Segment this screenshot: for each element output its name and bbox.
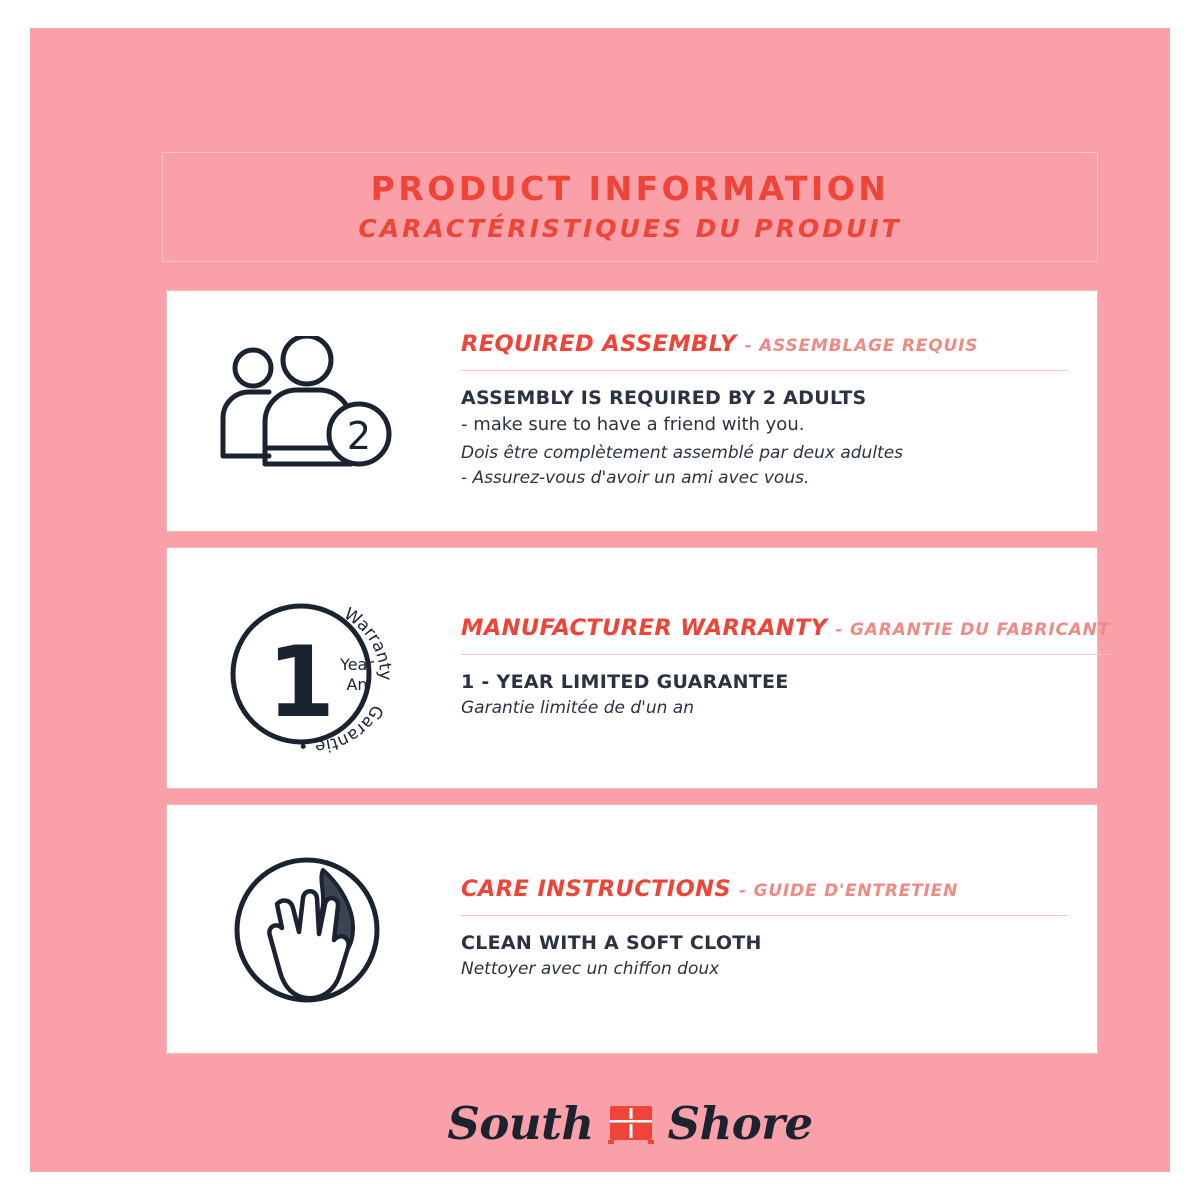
card-title-french: - ASSEMBLAGE REQUIS: [744, 336, 979, 357]
card-line: - Assurez-vous d'avoir un ami avec vous.: [461, 467, 810, 488]
warranty-badge-icon: [167, 548, 457, 788]
card-title: MANUFACTURER WARRANTY: [461, 615, 828, 642]
warranty-ring-bottom: Garantie •: [296, 700, 387, 756]
warranty-ring-top: Warranty: [339, 603, 395, 680]
card-heading-care-instructions: [461, 876, 1067, 902]
card-line: CLEAN WITH A SOFT CLOTH: [461, 932, 762, 955]
warranty-number: 1: [266, 625, 335, 740]
card-heading-manufacturer-warranty: [461, 615, 1110, 641]
assembly-people-count: 2: [346, 414, 372, 458]
card-line: Dois être complètement assemblé par deux adultes: [461, 443, 904, 464]
card-body-manufacturer-warranty: [457, 615, 1140, 720]
header-box: [162, 152, 1098, 262]
card-title: REQUIRED ASSEMBLY: [461, 331, 737, 358]
card-manufacturer-warranty: [166, 547, 1111, 789]
card-title-french: - GUIDE D'ENTRETIEN: [739, 881, 959, 902]
card-required-assembly: [166, 290, 1098, 532]
card-line: ASSEMBLY IS REQUIRED BY 2 ADULTS: [461, 387, 867, 410]
two-people-icon: [167, 291, 457, 531]
pink-background-panel: [30, 28, 1170, 1172]
card-heading-required-assembly: [461, 331, 1067, 357]
warranty-year-en: Year: [339, 654, 374, 674]
divider: [461, 654, 1110, 655]
card-line: - make sure to have a friend with you.: [461, 414, 805, 436]
card-line: Garantie limitée de d'un an: [461, 698, 695, 718]
card-line: 1 - YEAR LIMITED GUARANTEE: [461, 671, 789, 694]
brand-logo-right: Shore: [667, 1096, 813, 1150]
page-subtitle: CARACTÉRISTIQUES DU PRODUIT: [358, 213, 902, 243]
divider: [461, 370, 1067, 371]
card-body-care-instructions: [457, 876, 1097, 981]
divider: [461, 915, 1067, 916]
warranty-year-fr: An: [345, 674, 368, 694]
brand-logo-left: South: [447, 1096, 594, 1150]
cleaning-cloth-icon: [167, 805, 457, 1053]
card-title: CARE INSTRUCTIONS: [461, 876, 731, 903]
card-line: Nettoyer avec un chiffon doux: [461, 959, 720, 979]
dresser-icon: [608, 1102, 654, 1144]
brand-logo: [30, 1083, 1200, 1163]
page-title: PRODUCT INFORMATION: [370, 169, 890, 209]
card-title-french: - GARANTIE DU FABRICANT: [835, 620, 1111, 641]
card-body-required-assembly: [457, 331, 1097, 490]
card-care-instructions: [166, 804, 1098, 1054]
